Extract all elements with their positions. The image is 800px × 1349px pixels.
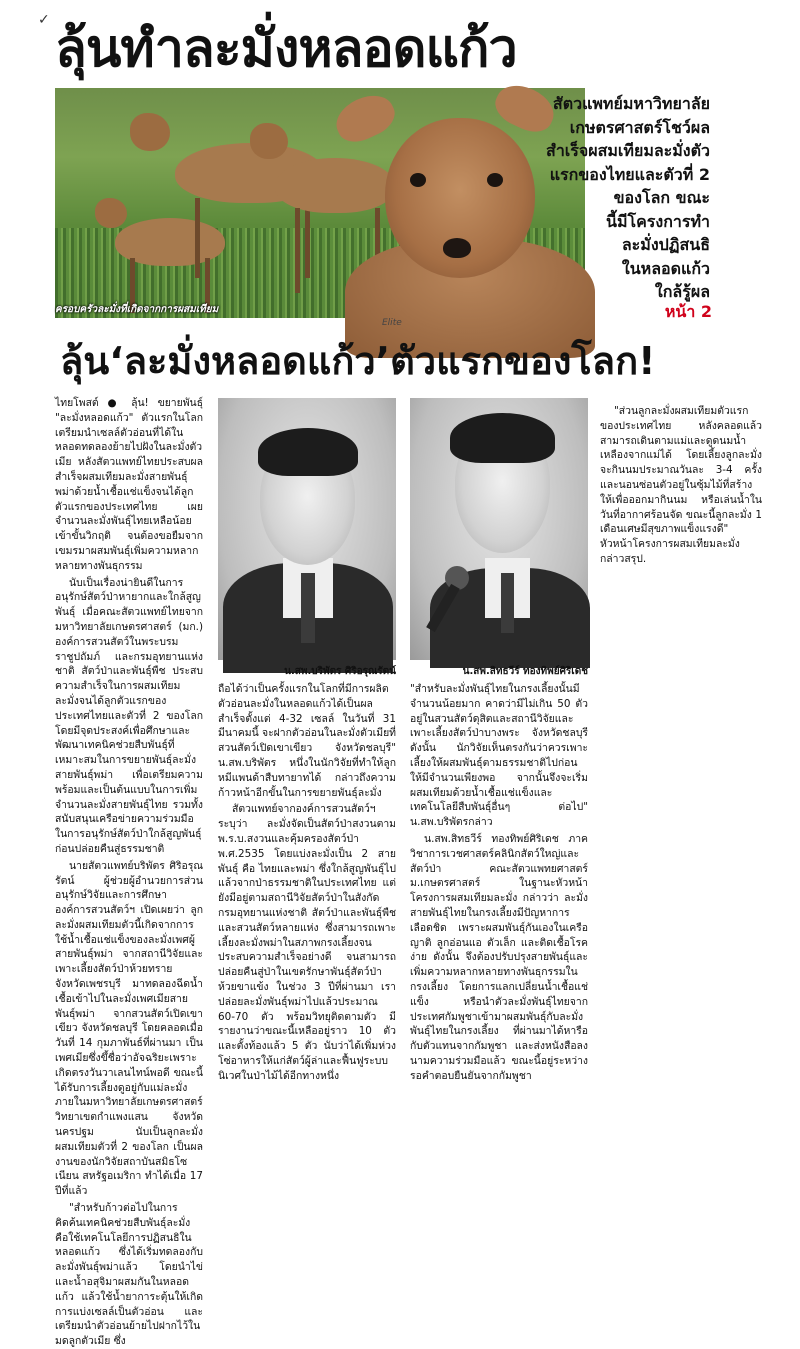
teaser-line: สำเร็จผสมเทียมละมั่งตัว [546,141,710,160]
deer-figure [329,87,400,149]
deer-figure [295,208,300,293]
portrait-figure [450,413,555,463]
deer-figure [250,123,288,159]
article-paragraph: น.สพ.สิทธวีร์ ทองทิพย์ศิริเดช ภาควิชาการเวชศาสตร์คลินิกสัตว์ใหญ่และสัตว์ป่า คณะสัตวแพทยศาสตร์ ม.เกษตรศาสตร์ ในฐานะหัวหน้าโครงการผสมเทียมละมั่ง กล่าวว่า ละมั่งสายพันธุ์ไทยในกรงเลี้ยงมีปัญหาการเลือดชิด เพราะผสมพันธุ์กันเองในเครือญาติ ลูกอ่อนแอ ตัวเล็ก และติดเชื้อโรคง่าย ดังนั้น จึงต้องปรับปรุงสายพันธุ์และเพิ่มความหลากหลายทางพันธุกรรมในกรงเลี้ยง โดยการแลกเปลี่ยนน้ำเชื้อแช่แข็ง หรือนำตัวละมั่งพันธุ์ไทยจากประเทศกัมพูชาเข้ามาผสมพันธุ์กับละมั่งพันธุ์ไทยในกรงเลี้ยง ที่ผ่านมาได้หารือกับตัวแทนจากกัมพูชา และส่งหนังสือลงนามความร่วมมือแล้ว ขณะนี้อยู่ระหว่างรอคำตอบยืนยันจากกัมพูชา [410,832,588,1082]
deer-figure [275,158,395,213]
corner-mark: ✓ [38,12,50,28]
deer-photo-caption: ครอบครัวละมั่งที่เกิดจากการผสมเทียม [55,304,219,315]
teaser-line: ของโลก ขณะ [613,188,710,207]
teaser-text [500,92,710,304]
portrait-caption-left: น.สพ.บริพัตร ศิริอรุณรัตน์ [284,666,396,677]
teaser-line: ในหลอดแก้ว [621,258,710,278]
page-reference: หน้า 2 [664,302,712,321]
teaser-line: แรกของไทยและตัวที่ 2 [549,164,710,184]
teaser-line: ละมั่งปฏิสนธิ [621,235,710,254]
deer-figure [130,113,170,151]
portrait-figure [258,428,358,476]
article-paragraph: ถือได้ว่าเป็นครั้งแรกในโลกที่มีการผลิตตัวอ่อนละมั่งในหลอดแก้วได้เป็นผลสำเร็จตั้งแต่ 4-32 เซลล์ ในวันที่ 31 มีนาคมนี้ จะฝากตัวอ่อนในละมั่งตัวเมียที่สวนสัตว์เปิดเขาเขียว จังหวัดชลบุรี" น.สพ.บริพัตร หนึ่งในนักวิจัยที่ทำให้ลูกหมีแพนด้าสืบทายาทได้ กล่าวถึงความก้าวหน้าอีกขั้นในการขยายพันธุ์ละมั่ง [218,683,397,799]
article-paragraph: นายสัตวแพทย์บริพัตร ศิริอรุณรัตน์ ผู้ช่วยผู้อำนวยการส่วนอนุรักษ์วิจัยและการศึกษา องค์การสวนสัตว์ฯ เปิดเผยว่า ลูกละมั่งผสมเทียมตัวนี้เกิดจากการใช้น้ำเชื้อแช่แข็งของละมั่งเพศผู้สายพันธุ์พม่า จากสถานีวิจัยและเพาะเลี้ยงสัตว์ป่าห้วยทราย จังหวัดเพชรบุรี มาทดลองฉีดน้ำเชื้อเข้าไปในละมั่งเพศเมียสายพันธุ์พม่า จากสวนสัตว์เปิดเขาเขียว จังหวัดชลบุรี โดยคลอดเมื่อวันที่ 14 กุมภาพันธ์ที่ผ่านมา เป็นเพศเมียซึ่งขึ้ชื่อว่าอัจฉริยะเพราะเกิดตรงวันวาเลนไทน์พอดี ขณะนี้ได้รับการเลี้ยงดูอยู่กับแม่ละมั่งภายในมหาวิทยาลัยเกษตรศาสตร์ วิทยาเขตกำแพงแสน จังหวัดนครปฐม นับเป็นลูกละมั่งผสมเทียมตัวที่ 2 ของโลก เป็นผลงานของนักวิจัยสถาบันสมิธโซเนียน สหรัฐอเมริกา ทำได้เมื่อ 17 ปีที่แล้ว [55,859,203,1198]
article-column-3-top [600,404,762,644]
portrait-figure [301,573,315,643]
article-paragraph: สัตวแพทย์จากองค์การสวนสัตว์ฯ ระบุว่า ละมั่งจัดเป็นสัตว์ป่าสงวนตาม พ.ร.บ.สงวนและคุ้มครองสัตว์ป่า พ.ศ.2535 โดยแบ่งละมั่งเป็น 2 สายพันธุ์ คือ ไทยและพม่า ซึ่งใกล้สูญพันธุ์ไปแล้วจากป่าธรรมชาติในประเทศไทย แต่ยังมีอยู่ตามสถานีวิจัยสัตว์ป่าในสังกัดกรมอุทยานแห่งชาติ สัตว์ป่าและพันธุ์พืช และสวนสัตว์หลายแห่ง ซึ่งสามารถเพาะเลี้ยงละมั่งพม่าในสภาพกรงเลี้ยงจนประสบความสำเร็จอย่างดี จนสามารถปล่อยคืนสู่ป่าในเขตรักษาพันธุ์สัตว์ป่าห้วยขาแข้ง ในช่วง 3 ปีที่ผ่านมา เราปล่อยละมั่งพันธุ์พม่าไปแล้วประมาณ 60-70 ตัว พร้อมวิทยุติดตามตัว มีรายงานว่าขณะนี้เหลืออยู่ราว 10 ตัว และตั้งท้องแล้ว 5 ตัว นับว่าได้เพิ่มห่วงโซ่อาหารให้แก่สัตว์ผู้ล่าและฟื้นฟูระบบนิเวศในป่าไม้ได้อีกทางหนึ่ง [218,803,396,1082]
article-paragraph: นับเป็นเรื่องน่ายินดีในการอนุรักษ์สัตว์ป่าหายากและใกล้สูญพันธุ์ เมื่อคณะสัตวแพทย์ไทยจากมหาวิทยาลัยเกษตรศาสตร์ (มก.) องค์การสวนสัตว์ในพระบรมราชูปถัมภ์ และกรมอุทยานแห่งชาติ สัตว์ป่าและพันธุ์พืช ประสบความสำเร็จในการผสมเทียมละมั่งจนได้ลูกตัวแรกของประเทศไทยและตัวที่ 2 ของโลก โดยมีจุดประสงค์เพื่อศึกษาและพัฒนาเทคนิคช่วยสืบพันธุ์ที่เหมาะสมในการขยายพันธุ์ละมั่งสายพันธุ์พม่า เพื่อเตรียมความพร้อมและเป็นต้นแบบในการเพิ่มจำนวนละมั่งสายพันธุ์ไทย รวมทั้งสนับสนุนเครือข่ายความร่วมมือในการอนุรักษ์สัตว์ป่าใกล้สูญพันธุ์ก่อนปล่อยคืนสู่ธรรมชาติ [55,576,203,855]
portrait-photo-boriphat [218,398,396,660]
article-paragraph: "ส่วนลูกละมั่งผสมเทียมตัวแรกของประเทศไทย หลังคลอดแล้วสามารถเดินตามแม่และดูดนมน้ำเหลืองจากแม่ได้ โดยเลี้ยงลูกละมั่งจะกินนมประมาณวันละ 3-4 ครั้ง และนอนซ่อนตัวอยู่ในซุ้มไม้ที่สร้างให้เพื่อออกมากินนม หรือเล่นน้ำในวันที่อากาศร้อนจัด ขณะนี้ลูกละมั่ง 1 เดือนเศษมีสุขภาพแข็งแรงดี" หัวหน้าโครงการผสมเทียมละมั่งกล่าวสรุป. [600,405,762,565]
portrait-figure [501,573,514,633]
article-paragraph: "สำหรับก้าวต่อไปในการคิดค้นเทคนิคช่วยสืบพันธุ์ละมั่ง คือใช้เทคโนโลยีการปฏิสนธิในหลอดแก้ว ซึ่งได้เริ่มทดลองกับละมั่งพันธุ์พม่าแล้ว โดยนำไข่และน้ำอสุจิมาผสมกันในหลอดแก้ว แล้วใช้น้ำยาการะตุ้นให้เกิดการแบ่งเซลล์เป็นตัวอ่อน และเตรียมนำตัวอ่อนย้ายไปฝากไว้ในมดลูกตัวเมีย ซึ่ง [55,1202,203,1348]
portrait-photo-sitthawee [410,398,588,660]
article-paragraph: ไทยโพสต์ ● ลุ้น! ขยายพันธุ์ "ละมั่งหลอดแก้ว" ตัวแรกในโลก เตรียมนำเซลล์ตัวอ่อนที่ได้ในหลอดทดลองย้ายไปฝังในละมั่งตัวเมีย หลังสัตวแพทย์ไทยประสบผลสำเร็จผสมเทียมละมั่งสายพันธุ์พม่าด้วยน้ำเชื้อแช่แข็งจนได้ลูกตัวแรกของประเทศไทย เผยจำนวนละมั่งพันธุ์ไทยเหลือน้อยเข้าขั้นวิกฤติ จนต้องขอยืมจากเขมรมาผสมพันธุ์เพิ่มความหลากหลายทางพันธุกรรม [55,397,203,572]
article-paragraph: "สำหรับละมั่งพันธุ์ไทยในกรงเลี้ยงนั้นมีจำนวนน้อยมาก คาดว่ามีไม่เกิน 50 ตัวอยู่ในสวนสัตว์ดุสิตและสถานีวิจัยและเพาะเลี้ยงสัตว์ป่าบางพระ จังหวัดชลบุรี ดังนั้น นักวิจัยเห็นตรงกันว่าควรเพาะเลี้ยงให้ผสมพันธุ์ตามธรรมชาติไปก่อนให้มีจำนวนเพียงพอ จากนั้นจึงจะเริ่มผสมเทียมด้วยน้ำเชื้อแช่แข็งและเทคโนโลยีสืบพันธุ์อื่นๆ ต่อไป" น.สพ.บริพัตรกล่าว [410,683,588,829]
article-column-3-bottom [410,682,588,1082]
teaser-line: เกษตรศาสตร์โชว์ผล [569,117,710,137]
deer-figure [410,173,426,187]
deer-figure [195,198,200,278]
top-headline: ลุ้นทำละมั่งหลอดแก้ว [55,19,517,79]
teaser-line: นี้มีโครงการทำ [606,211,710,231]
article-column-2 [218,682,397,1082]
portrait-caption-right: น.สพ.สิทธวีร์ ทองทิพย์ศิริเดช [462,666,588,677]
deer-figure [443,238,471,258]
teaser-line: สัตวแพทย์มหาวิทยาลัย [552,94,710,113]
deer-figure [95,198,127,228]
teaser-line: ใกล้รู้ผล [654,282,710,301]
main-headline: ลุ้น‘ละมั่งหลอดแก้ว’ตัวแรกของโลก! [60,339,656,383]
publication-logo: Elite [382,318,402,328]
article-column-1 [55,396,203,1348]
